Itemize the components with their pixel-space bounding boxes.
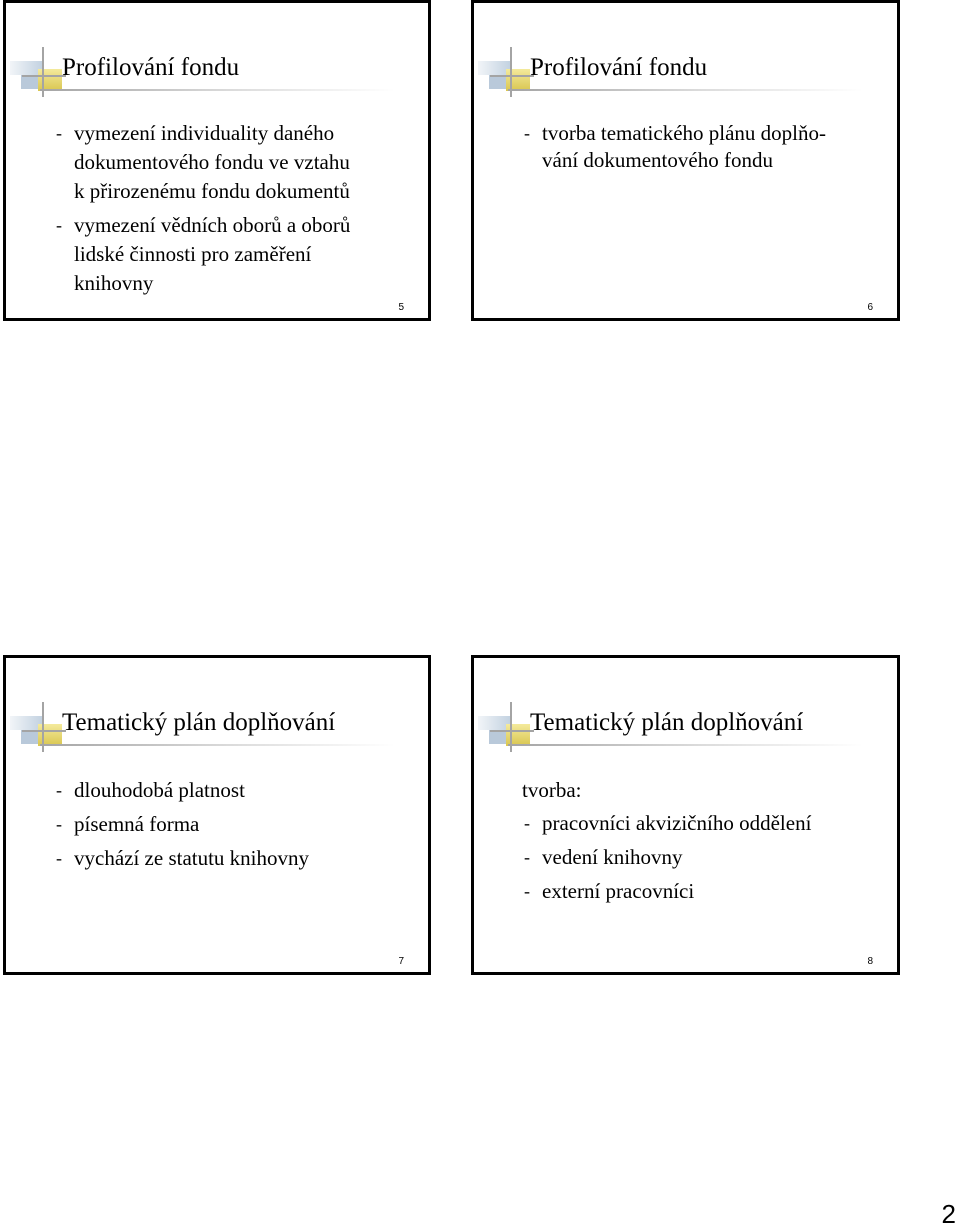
title-divider [40,744,395,746]
bullet-item [54,844,416,873]
slide-8 [471,655,900,975]
bullet-item [54,776,416,805]
slide-6 [471,0,900,321]
slide-bullet-list [54,776,416,878]
bullet-text-line: vymezení vědních oborů a oborů [74,213,351,237]
slide-number: 6 [867,302,873,313]
bullet-text-line: externí pracovníci [542,879,695,903]
bullet-item [522,877,885,906]
slide-number: 5 [398,302,404,313]
bullet-item [522,809,885,838]
bullet-item [54,211,416,298]
slide-logo-icon [10,700,70,756]
title-divider [40,89,395,91]
bullet-dash: - [56,780,62,800]
bullet-text-line: vedení knihovny [542,845,683,869]
slide-title: Profilování fondu [62,54,240,81]
bullet-text-line: vychází ze statutu knihovny [74,846,310,870]
bullet-text-line: dlouhodobá platnost [74,778,245,802]
bullet-item [54,810,416,839]
bullet-text-line: pracovníci akvizičního oddělení [542,811,812,835]
slide-bullet-list [522,776,885,911]
title-divider [508,89,863,91]
bullet-text-line: písemná forma [74,812,200,836]
slide-7 [3,655,431,975]
slide-5 [3,0,431,321]
slide-bullet-list [522,120,885,179]
bullet-dash: - [524,881,530,901]
bullet-dash: - [56,814,62,834]
bullet-text-line: tvorba tematického plánu doplňo- [542,121,827,145]
title-divider [508,744,863,746]
slide-bullet-list [54,119,416,303]
bullet-dash: - [56,123,62,143]
slide-number: 8 [867,956,873,967]
intro-text: tvorba: [522,778,582,802]
slide-title: Tematický plán doplňování [62,709,336,736]
bullet-text-line: vymezení individuality daného [74,121,335,145]
bullet-dash: - [524,847,530,867]
page-number: 2 [941,1199,956,1229]
slide-logo-icon [478,45,538,101]
slide-logo-icon [10,45,70,101]
bullet-text-line: dokumentového fondu ve vztahu [74,150,350,174]
bullet-dash: - [56,848,62,868]
bullet-dash: - [56,215,62,235]
bullet-item [54,119,416,206]
slide-title: Profilování fondu [530,54,708,81]
bullet-item [522,120,885,174]
bullet-dash: - [524,123,530,143]
bullet-text-line: lidské činnosti pro zaměření [74,242,312,266]
slide-number: 7 [398,956,404,967]
slide-logo-icon [478,700,538,756]
slide-title: Tematický plán doplňování [530,709,804,736]
bullet-text-line: knihovny [74,271,154,295]
bullet-item [522,843,885,872]
bullet-text-line: vání dokumentového fondu [542,148,773,172]
bullet-text-line: k přirozenému fondu dokumentů [74,179,350,203]
bullet-dash: - [524,813,530,833]
